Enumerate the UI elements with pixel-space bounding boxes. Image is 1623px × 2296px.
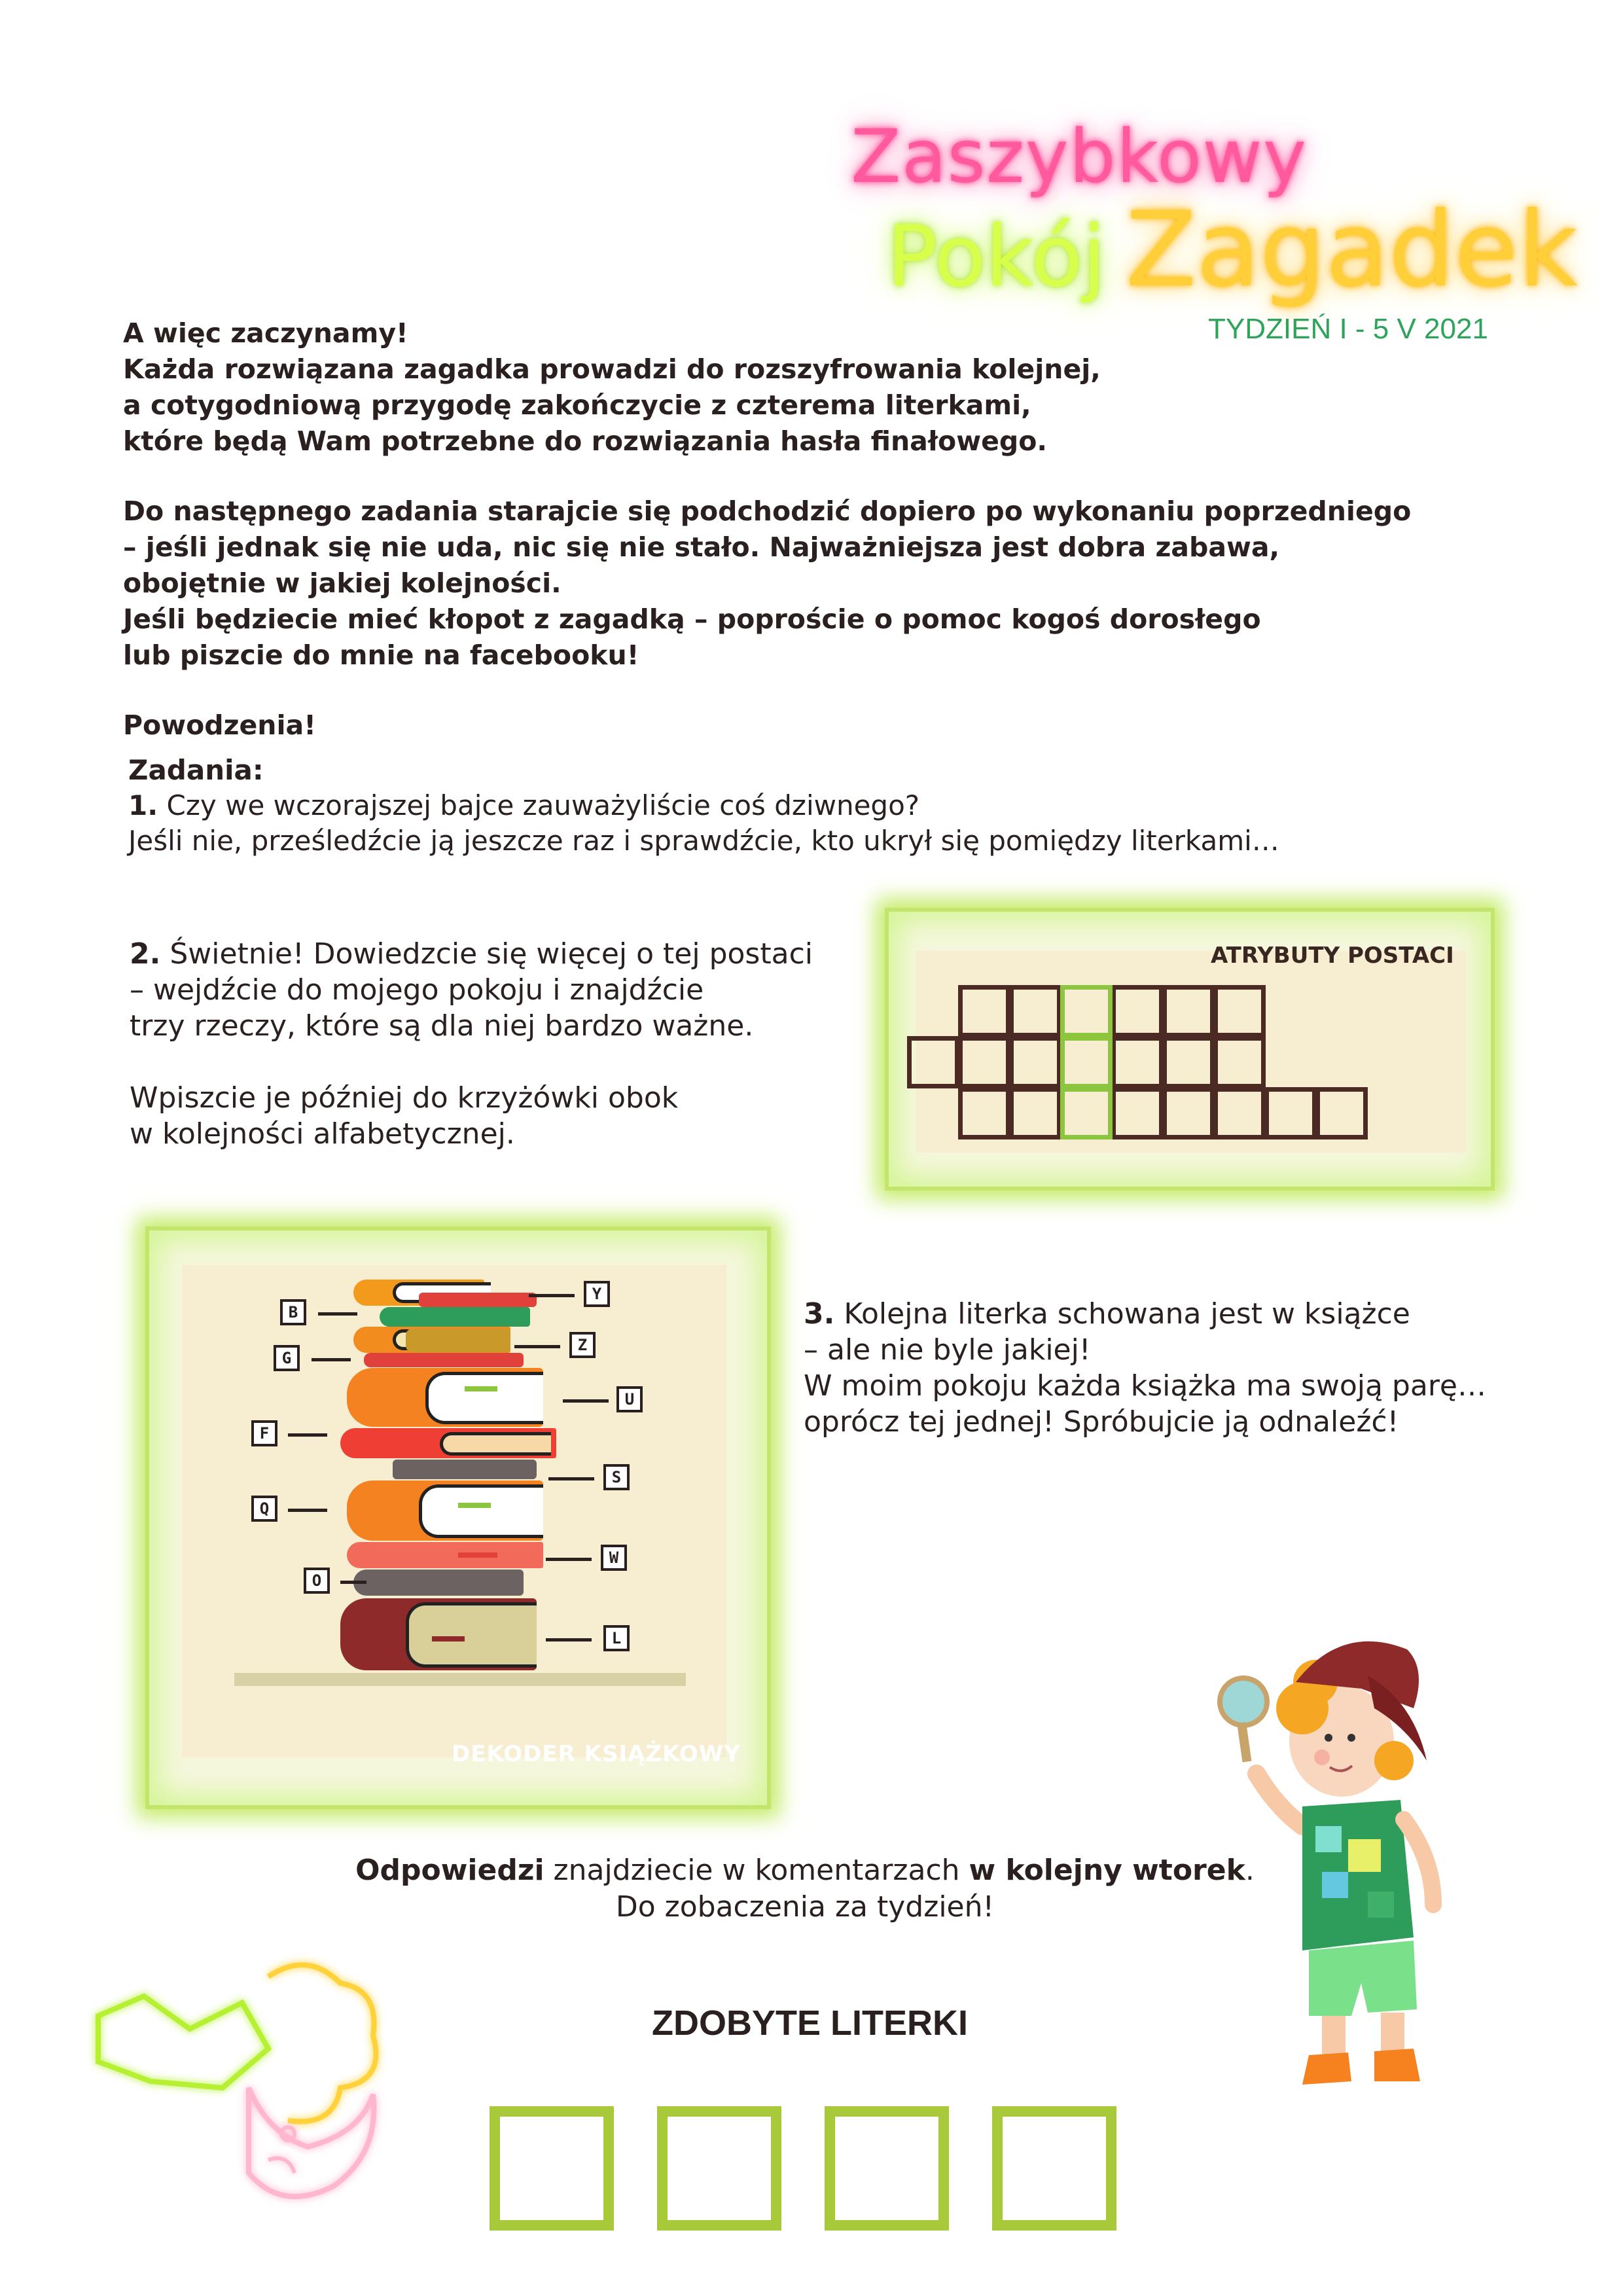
book xyxy=(364,1353,524,1367)
decoder-letter: U xyxy=(616,1386,643,1412)
tasks-heading: Zadania: xyxy=(128,754,264,786)
crossword-cell[interactable] xyxy=(1213,1036,1266,1088)
crossword-cell[interactable] xyxy=(1060,1036,1113,1088)
task-2-line: – wejdźcie do mojego pokoju i znajdźcie xyxy=(130,973,704,1007)
task-1-number: 1. xyxy=(128,789,158,821)
decoder-letter: Q xyxy=(251,1496,277,1522)
intro-line: A więc zaczynamy! xyxy=(123,317,408,349)
logo-title-pokoj: Pokój xyxy=(887,208,1106,306)
book xyxy=(419,1293,537,1307)
crossword-cell[interactable] xyxy=(1213,985,1266,1037)
book-pages xyxy=(419,1484,543,1538)
crossword-cell[interactable] xyxy=(958,985,1010,1037)
crossword-cell[interactable] xyxy=(1009,1036,1061,1088)
crossword-cell[interactable] xyxy=(907,1036,959,1088)
crossword-cell[interactable] xyxy=(1060,985,1113,1037)
crossword-cell[interactable] xyxy=(1009,1087,1061,1139)
collected-letter-box[interactable] xyxy=(992,2106,1116,2231)
book xyxy=(353,1570,524,1596)
crossword-cell[interactable] xyxy=(1060,1087,1113,1139)
task-2-text: Świetnie! Dowiedzcie się więcej o tej postaci xyxy=(160,937,813,971)
decoder-letter: L xyxy=(603,1625,630,1651)
logo-title-line1: Zaszybkowy xyxy=(851,115,1308,200)
decoder-pointer-line xyxy=(514,1345,560,1348)
neon-decoration xyxy=(72,1937,412,2265)
decoder-title: DEKODER KSIĄŻKOWY xyxy=(452,1741,741,1767)
decoder-letter: B xyxy=(280,1299,306,1325)
answers-bold-2: w kolejny wtorek xyxy=(969,1854,1245,1887)
crossword-cell[interactable] xyxy=(1009,985,1061,1037)
decoder-pointer-line xyxy=(340,1581,366,1584)
crossword-cell[interactable] xyxy=(1162,1087,1215,1139)
week-label: TYDZIEŃ I - 5 V 2021 xyxy=(1208,313,1488,345)
book-pages xyxy=(406,1602,537,1668)
task-3 xyxy=(804,1296,1486,1440)
task-1-text: Czy we wczorajszej bajce zauważyliście coś dziwnego? xyxy=(158,789,920,821)
intro-line: obojętnie w jakiej kolejności. xyxy=(123,567,562,599)
book xyxy=(406,1329,510,1352)
decoder-letter: O xyxy=(304,1568,330,1594)
answers-text-1: znajdziecie w komentarzach xyxy=(544,1854,969,1887)
intro-paragraph-2 xyxy=(123,493,1497,673)
collected-letter-box[interactable] xyxy=(657,2106,781,2231)
decoder-pointer-line xyxy=(548,1477,594,1480)
book-pages xyxy=(425,1372,543,1424)
bookshelf xyxy=(234,1673,686,1686)
crossword-cell[interactable] xyxy=(1111,1087,1164,1139)
crossword-cell[interactable] xyxy=(1111,985,1164,1037)
intro-line: – jeśli jednak się nie uda, nic się nie stało. Najważniejsza jest dobra zabawa, xyxy=(123,531,1280,563)
decoder-letter: Y xyxy=(584,1281,610,1307)
task-3-line: oprócz tej jednej! Spróbujcie ją odnaleźć! xyxy=(804,1405,1399,1439)
decoder-pointer-line xyxy=(563,1399,609,1403)
task-1-line: Jeśli nie, prześledźcie ją jeszcze raz i sprawdźcie, kto ukrył się pomiędzy literkami… xyxy=(128,825,1279,857)
answers-line-1 xyxy=(314,1852,1296,1889)
task-2 xyxy=(130,936,813,1152)
crossword-cell[interactable] xyxy=(1162,985,1215,1037)
answers-note xyxy=(314,1852,1296,1926)
bookmark xyxy=(465,1386,497,1391)
task-2-line: w kolejności alfabetycznej. xyxy=(130,1117,515,1151)
decoder-pointer-line xyxy=(288,1433,327,1437)
book-pages xyxy=(440,1432,551,1456)
intro-line: które będą Wam potrzebne do rozwiązania hasła finałowego. xyxy=(123,425,1047,457)
intro-text xyxy=(123,315,1497,778)
crossword-cell[interactable] xyxy=(958,1087,1010,1139)
decoder-pointer-line xyxy=(312,1358,351,1361)
decoder-pointer-line xyxy=(318,1312,357,1316)
task-3-text: Kolejna literka schowana jest w książce xyxy=(834,1297,1410,1331)
book xyxy=(393,1460,537,1479)
decoder-pointer-line xyxy=(546,1638,592,1641)
collected-letter-box[interactable] xyxy=(490,2106,614,2231)
book xyxy=(380,1307,530,1327)
book xyxy=(347,1542,543,1568)
crossword-cell[interactable] xyxy=(1111,1036,1164,1088)
decoder-letter: S xyxy=(603,1464,630,1490)
task-2-number: 2. xyxy=(130,937,161,971)
task-3-line: – ale nie byle jakiej! xyxy=(804,1333,1091,1367)
answers-text-2: . xyxy=(1245,1854,1255,1887)
logo-title-zagadek: Zagadek xyxy=(1126,190,1578,310)
bookmark xyxy=(458,1552,497,1558)
task-2-line: trzy rzeczy, które są dla niej bardzo ważne. xyxy=(130,1009,754,1043)
decoder-letter: W xyxy=(601,1545,627,1571)
crossword-cell[interactable] xyxy=(958,1036,1010,1088)
crossword-cell[interactable] xyxy=(1213,1087,1266,1139)
intro-line: Do następnego zadania starajcie się podchodzić dopiero po wykonaniu poprzedniego xyxy=(123,495,1412,527)
crossword-title: ATRYBUTY POSTACI xyxy=(1211,942,1454,969)
collected-letter-box[interactable] xyxy=(825,2106,949,2231)
intro-line: Każda rozwiązana zagadka prowadzi do rozszyfrowania kolejnej, xyxy=(123,353,1101,385)
bookmark xyxy=(432,1636,465,1641)
good-luck-text: Powodzenia! xyxy=(123,709,316,741)
decoder-pointer-line xyxy=(529,1294,575,1297)
bookmark xyxy=(458,1503,491,1508)
decoder-letter: G xyxy=(274,1345,300,1371)
decoder-pointer-line xyxy=(546,1558,592,1561)
answers-bold-1: Odpowiedzi xyxy=(355,1854,544,1887)
intro-line: Jeśli będziecie mieć kłopot z zagadką – poproście o pomoc kogoś dorosłego xyxy=(123,603,1261,635)
task-1-line xyxy=(128,788,1437,823)
decoder-letter: Z xyxy=(569,1332,596,1358)
task-3-line xyxy=(804,1296,1486,1332)
crossword-cell[interactable] xyxy=(1315,1087,1368,1139)
answers-line-2: Do zobaczenia za tydzień! xyxy=(615,1890,995,1924)
magnifier-icon xyxy=(1220,1678,1267,1725)
intro-line: lub piszcie do mnie na facebooku! xyxy=(123,639,639,671)
intro-paragraph-1 xyxy=(123,315,1497,459)
crossword-cell[interactable] xyxy=(1162,1036,1215,1088)
decoder-pointer-line xyxy=(288,1509,327,1512)
task-3-line: W moim pokoju każda książka ma swoją parę… xyxy=(804,1369,1486,1403)
decoder-letter: F xyxy=(251,1420,277,1446)
tasks-section xyxy=(128,753,1437,859)
intro-good-luck xyxy=(123,708,1497,744)
intro-line: a cotygodniową przygodę zakończycie z czterema literkami, xyxy=(123,389,1031,421)
collected-letters-title: ZDOBYTE LITERKI xyxy=(652,2003,968,2043)
crossword-cell[interactable] xyxy=(1264,1087,1317,1139)
task-2-line: Wpiszcie je później do krzyżówki obok xyxy=(130,1081,679,1115)
task-2-line xyxy=(130,936,813,972)
task-3-number: 3. xyxy=(804,1297,835,1331)
